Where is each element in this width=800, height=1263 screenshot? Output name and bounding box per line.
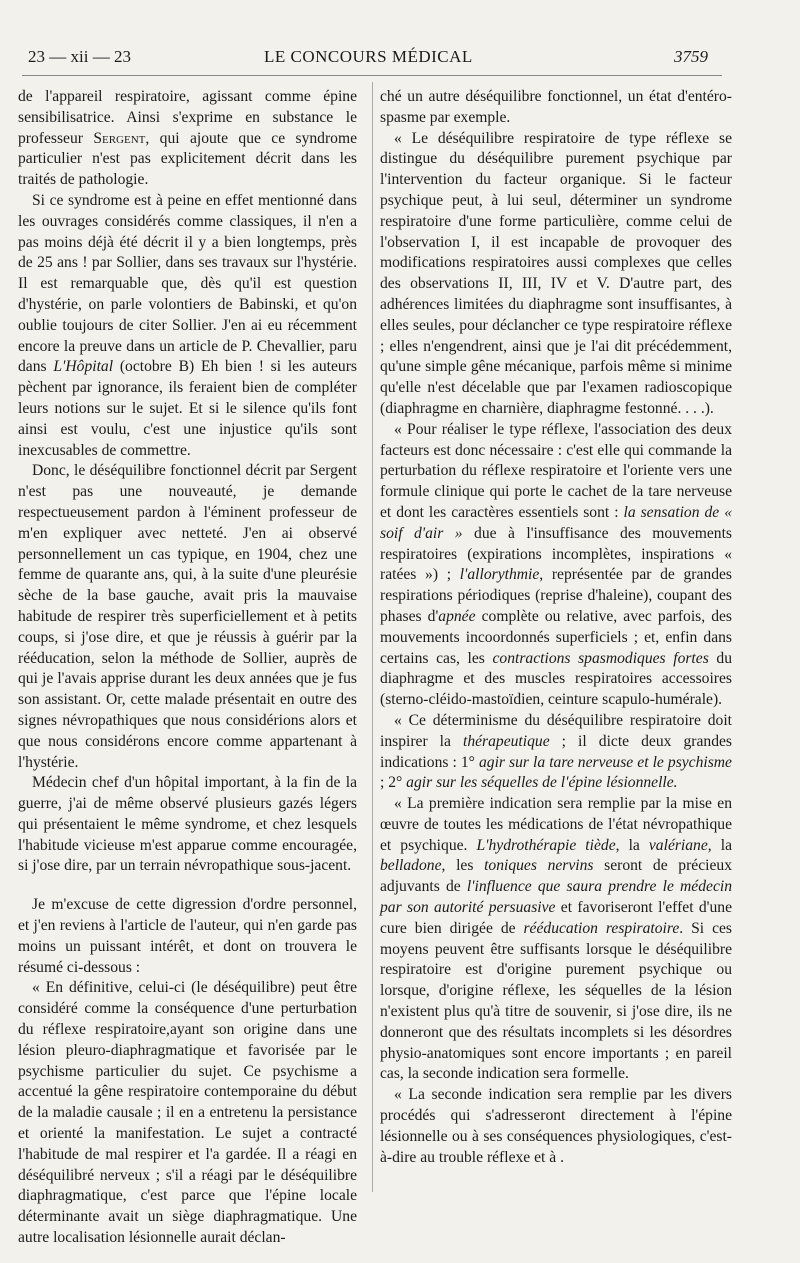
journal-title: LE CONCOURS MÉDICAL bbox=[264, 47, 473, 66]
left-paragraph-5: Je m'excuse de cette digression d'ordre personnel, et j'en reviens à l'article de l'auteur, qui n'en garde pas moins un puissant intérêt, et dont on trouvera le résumé ci-dessous : bbox=[18, 896, 357, 976]
journal-reference: L'Hôpital bbox=[53, 358, 114, 376]
right-paragraph-3: « Pour réaliser le type réflexe, l'association des deux facteurs est donc nécessaire : c'est elle qui commande la perturbation du réflexe respiratoire et l'oriente vers une formule clinique qui porte le cachet de la tare nerveuse et dont les caractères essentiels sont : la sensation de « soif d'air » due à l'insuffisance des mouvements respiratoires (expirations incomplètes, inspirations « ratées ») ; l'allorythmie, représentée par de grandes respirations périodiques (reprise d'haleine), coupant des phases d'apnée complète ou relative, avec parfois, des mouvements incoordonnés superficiels ; et, enfin dans certains cas, les contractions spasmodiques fortes du diaphragme et des muscles respiratoires accessoires (sterno-cléido-mastoïdien, ceinture scapulo-humérale). bbox=[380, 420, 732, 709]
header-date: 23 — xii — 23 bbox=[28, 47, 131, 66]
left-paragraph-6: « En définitive, celui-ci (le déséquilibre) peut être considéré comme la conséquence d'une perturbation du réflexe respiratoire,ayant son origine dans une lésion pleuro-diaphragmatique et favorisée par le psychisme particulier du sujet. Ce psychisme a accentué la gêne respiratoire contemporaine du début de la maladie causale ; il en a entretenu la persistance et orienté la manifestation. Le sujet a contracté l'habitude de mal respirer et l'a gardée. Il a réagi en déséquilibré nerveux ; s'il a réagi par le déséquilibre diaphragmatique, c'est parce que l'épine locale déterminante avait un siège diaphragmatique. Une autre localisation lésionnelle aurait déclan- bbox=[18, 979, 357, 1247]
page-number: 3759 bbox=[674, 47, 708, 66]
header-rule bbox=[22, 75, 722, 76]
running-header bbox=[28, 42, 708, 72]
left-paragraph-3: Donc, le déséquilibre fonctionnel décrit par Sergent n'est pas une nouveauté, je demande respectueusement pardon à l'éminent professeur de m'en expliquer avec netteté. J'en ai observé personnellement un cas typique, en 1904, chez une femme de quarante ans, qui, à la suite d'une pleurésie sèche de la base gauche, avait pris la mauvaise habitude de respirer très superficiellement et à petits coups, si j'ose dire, et que je réussis à guérir par la rééducation, selon la méthode de Sollier, auprès de qui je l'avais apprise durant les deux années que je fus son assistant. Or, cette malade présentait en outre des signes névropathiques que nous considérions alors et que nous considérons encore comme appartenant à l'hystérie. bbox=[18, 462, 357, 771]
column-divider bbox=[372, 82, 373, 1192]
right-paragraph-5: « La première indication sera remplie par la mise en œuvre de toutes les médications de l'état névropathique et psychique. L'hydrothérapie tiède, la valériane, la belladone, les toniques nervins seront de précieux adjuvants de l'influence que saura prendre le médecin par son autorité persuasive et favoriseront l'effet d'une cure bien dirigée de rééducation respiratoire. Si ces moyens peuvent être suffisants lorsque le déséquilibre respiratoire est d'origine purement psychique ou lorsque, d'origine réflexe, les séquelles de la lésion n'existent plus qu'à titre de souvenir, si j'ose dire, ils ne donneront que des résultats incomplets si les désordres physio-anatomiques sont encore importants ; en pareil cas, la seconde indication sera formelle. bbox=[380, 795, 732, 1083]
left-paragraph-4: Médecin chef d'un hôpital important, à la fin de la guerre, j'ai de même observé plusieurs gazés légers qui présentaient le même syndrome, et chez lesquels l'habitude vicieuse m'est apparue comme encouragée, si j'ose dire, par un terrain névropathique sous-jacent. bbox=[18, 774, 357, 875]
right-paragraph-1: ché un autre déséquilibre fonctionnel, un état d'entéro-spasme par exemple. bbox=[380, 88, 732, 126]
left-column bbox=[18, 87, 357, 1249]
right-paragraph-2: « Le déséquilibre respiratoire de type réflexe se distingue du déséquilibre purement psychique par l'intervention du facteur organique. Si le facteur psychique peut, à lui seul, déterminer un syndrome respiratoire d'une forme particulière, comme celui de l'observation I, il est incapable de provoquer des modifications respiratoires aussi complexes que celles des observations II, III, IV et V. D'autre part, des adhérences limitées du diaphragme sont insuffisantes, à elles seules, pour déclancher ce type respiratoire réflexe ; elles n'engendrent, ainsi que je l'ai dit précédemment, qu'une simple gêne mécanique, parfois même si minime qu'elle n'est décelable que par l'examen radioscopique (diaphragme en charnière, diaphragme festonné. . . .). bbox=[380, 129, 732, 417]
author-name-sergent: Sergent bbox=[93, 129, 146, 147]
right-paragraph-4: « Ce déterminisme du déséquilibre respiratoire doit inspirer la thérapeutique ; il dicte deux grandes indications : 1° agir sur la tare nerveuse et le psychisme ; 2° agir sur les séquelles de l'épine lésionnelle. bbox=[380, 711, 732, 792]
left-paragraph-2: Si ce syndrome est à peine en effet mentionné dans les ouvrages considérés comme classiques, il n'en a pas moins déjà été décrit il y a bien longtemps, près de 25 ans ! par Sollier, dans ses travaux sur l'hystérie. Il est remarquable que, dès qu'il est question d'hystérie, on parle volontiers de Babinski, et qu'on oublie toujours de citer Sollier. J'en ai eu récemment encore la preuve dans un article de P. Chevallier, paru dans L'Hôpital (octobre B) Eh bien ! si les auteurs pèchent par ignorance, ils feraient bien de compléter leurs notions sur le sujet. Et si le silence qu'ils font ainsi est voulu, c'est une injustice qu'ils sont inexcusables de commettre. bbox=[18, 191, 357, 459]
right-paragraph-6: « La seconde indication sera remplie par les divers procédés qui s'adresseront directement à l'épine lésionnelle ou à ses conséquences physiologiques, c'est-à-dire au trouble réflexe et à . bbox=[380, 1086, 732, 1166]
left-paragraph-1: de l'appareil respiratoire, agissant comme épine sensibilisatrice. Ainsi s'exprime en substance le professeur Sergent, qui ajoute que ce syndrome particulier n'est pas explicitement décrit dans les traités de pathologie. bbox=[18, 88, 357, 189]
right-column bbox=[380, 87, 732, 1168]
